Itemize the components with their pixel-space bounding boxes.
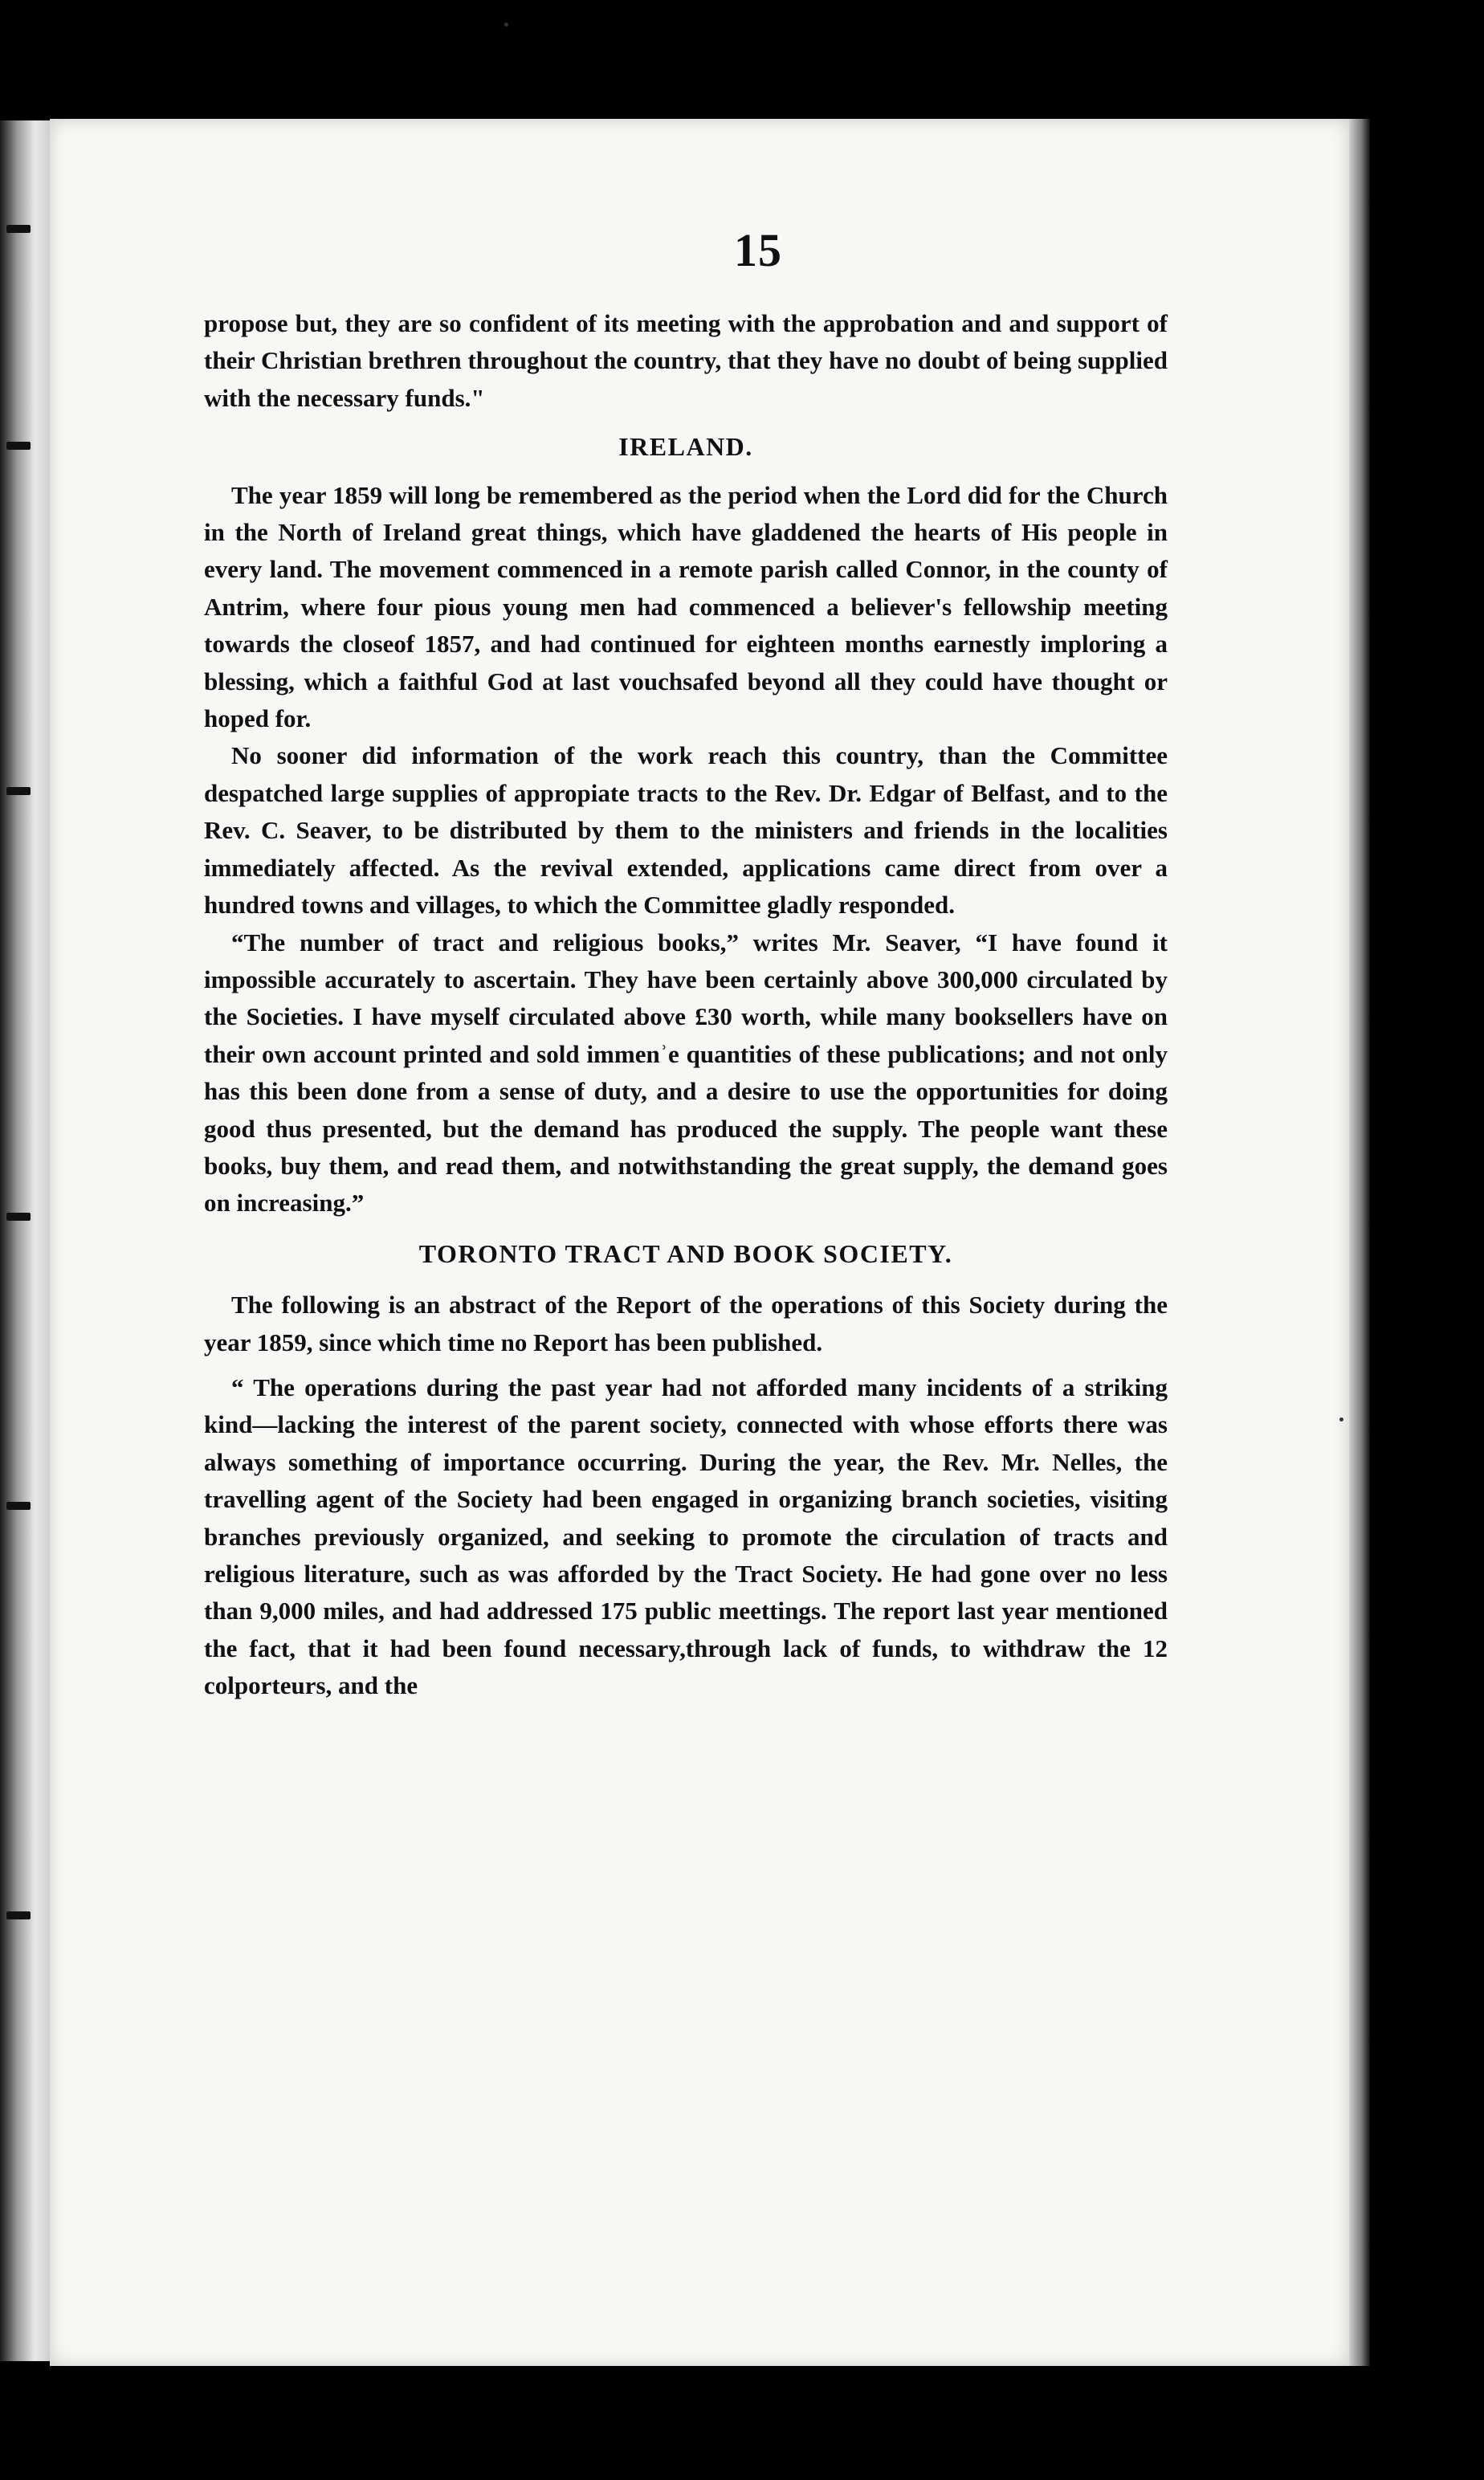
paragraph-toronto-2: “ The operations during the past year had not afforded many incidents of a striking kind—lacking the interest of the parent society, connected with whose efforts there was always something of importance occurring. During the year, the Rev. Mr. Nelles, the travelling agent of the Society had been engaged in organizing branch societies, visiting branches previously organized, and seeking to promote the circulation of tracts and religious literature, such as was afforded by the Tract Society. He had gone over no less than 9,000 miles, and had addressed 175 public meettings. The report last year mentioned the fact, that it had been found necessary,through lack of funds, to withdraw the 12 colporteurs, and the — [204, 1373, 1168, 1700]
section-heading-ireland: IRELAND. — [618, 432, 753, 462]
binding-mark — [6, 1213, 31, 1221]
paragraph-ireland-2: No sooner did information of the work reach this country, than the Committee despatched large supplies of appropiate tracts to the Rev. Dr. Edgar of Belfast, and to the Rev. C. Seaver, to be distributed by them to the ministers and friends in the localities immediately affected. As the revival extended, applications came direct from over a hundred towns and villages, to which the Committee gladly responded. — [204, 741, 1168, 920]
book-spine — [0, 120, 50, 2361]
page-edge-shadow — [1349, 119, 1370, 2366]
binding-mark — [6, 442, 31, 450]
paragraph-toronto-1: The following is an abstract of the Report of the operations of this Society during the year 1859, since which time no Report has been published. — [204, 1291, 1168, 1356]
binding-mark — [6, 787, 31, 795]
binding-mark — [6, 1502, 31, 1510]
paragraph-ireland-3: “The number of tract and religious books,” writes Mr. Seaver, “I have found it impossible accurately to ascertain. They have been certainly above 300,000 circulated by the Societies. I have myself circulated above £30 worth, while many booksellers have on their own account printed and sold immenʾe quantities of these publications; and not only has this been done from a sense of duty, and a desire to use the opportunities for doing good thus presented, but the demand has produced the supply. The people want these books, buy them, and read them, and notwithstanding the great supply, the demand goes on increasing.” — [204, 928, 1168, 1218]
paragraph-gap — [204, 1361, 1168, 1369]
section-heading-toronto: TORONTO TRACT AND BOOK SOCIETY. — [418, 1238, 953, 1268]
page-number: 15 — [734, 224, 782, 276]
page-body — [204, 305, 1168, 1705]
binding-mark — [6, 1911, 31, 1919]
paragraph-ireland-1: The year 1859 will long be remembered as the period when the Lord did for the Church in the North of Ireland great things, which have gladdened the hearts of His people in every land. The movement commenced in a remote parish called Connor, in the county of Antrim, where four pious young men had commenced a believer's fellowship meeting towards the closeof 1857, and had continued for eighteen months earnestly imploring a blessing, which a faithful God at last vouchsafed beyond all they could have thought or hoped for. — [204, 480, 1168, 733]
scan-speck — [504, 22, 508, 27]
scan-speck — [1339, 1417, 1343, 1422]
paragraph-continuation: propose but, they are so confident of its meeting with the approbation and and support of their Christian brethren throughout the country, that they have no doubt of being supplied with the necessary funds." — [204, 309, 1168, 412]
